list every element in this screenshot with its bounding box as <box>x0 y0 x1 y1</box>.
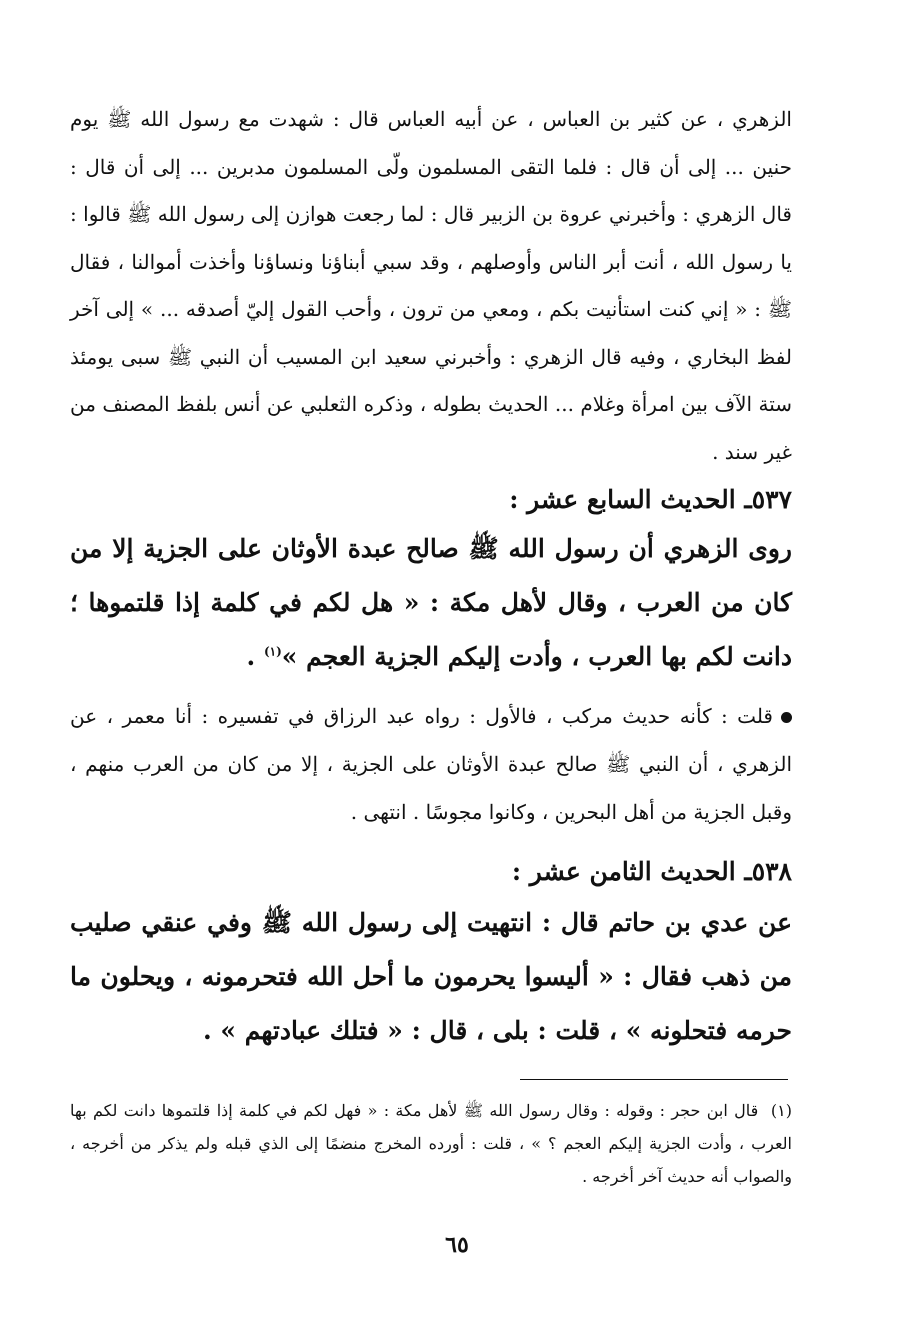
footnote-divider <box>520 1079 788 1080</box>
footnote <box>70 1094 792 1193</box>
hadith-537-end-mark: . <box>246 642 264 671</box>
footnote-reference-marker: (١) <box>263 644 282 659</box>
hadith-538-text: عن عدي بن حاتم قال : انتهيت إلى رسول الله ﷺ وفي عنقي صليب من ذهب فقال : « أليسوا يحرمون ما أحل الله فتحرمونه ، ويحلون ما حرمه فتحلونه » ، قلت : بلى ، قال : « فتلك عبادتهم » . <box>70 908 792 1045</box>
page-number: ٦٥ <box>445 1232 469 1258</box>
footnote-marker: (١) <box>770 1101 792 1120</box>
intro-paragraph: الزهري ، عن كثير بن العباس ، عن أبيه العباس قال : شهدت مع رسول الله ﷺ يوم حنين ... إلى أن قال : فلما التقى المسلمون ولّى المسلمون مدبرين ... إلى أن قال : قال الزهري : وأخبرني عروة بن الزبير قال : لما رجعت هوازن إلى رسول الله ﷺ قالوا : يا رسول الله ، أنت أبر الناس وأوصلهم ، وقد سبي أبناؤنا ونساؤنا وأخذت أموالنا ، فقال ﷺ : « إني كنت استأنيت بكم ، ومعي من ترون ، وأحب القول إليّ أصدقه ... » إلى آخر لفظ البخاري ، وفيه قال الزهري : وأخبرني سعيد ابن المسيب أن النبي ﷺ سبى يومئذ ستة الآف بين امرأة وغلام ... الحديث بطوله ، وذكره الثعلبي عن أنس بلفظ المصنف من غير سند . <box>70 107 792 464</box>
hadith-537-body: روى الزهري أن رسول الله ﷺ صالح عبدة الأوثان على الجزية إلا من كان من العرب ، وقال لأهل مكة : « هل لكم في كلمة إذا قلتموها ؛ دانت لكم بها العرب ، وأدت إليكم الجزية العجم » <box>70 534 792 671</box>
hadith-537-heading: ٥٣٧ـ الحديث السابع عشر : <box>509 485 792 514</box>
hadith-537-text <box>70 522 792 684</box>
commentary-paragraph <box>70 692 792 836</box>
commentary-text: قلت : كأنه حديث مركب ، فالأول : رواه عبد الرزاق في تفسيره : أنا معمر ، عن الزهري ، أن النبي ﷺ صالح عبدة الأوثان على الجزية ، إلا من كان من العرب منهم ، وقبل الجزية من أهل البحرين ، وكانوا مجوسًا . انتهى . <box>70 704 792 824</box>
bullet-icon <box>781 712 792 723</box>
footnote-text: قال ابن حجر : وقوله : وقال رسول الله ﷺ لأهل مكة : « فهل لكم في كلمة إذا قلتموها دانت لكم بها العرب ، وأدت الجزية إليكم العجم ؟ » ، قلت : أورده المخرج منضمًا إلى الذي قبله ولم يذكر من أخرجه ، والصواب أنه حديث آخر أخرجه . <box>70 1101 792 1186</box>
hadith-538-heading: ٥٣٨ـ الحديث الثامن عشر : <box>511 857 792 886</box>
